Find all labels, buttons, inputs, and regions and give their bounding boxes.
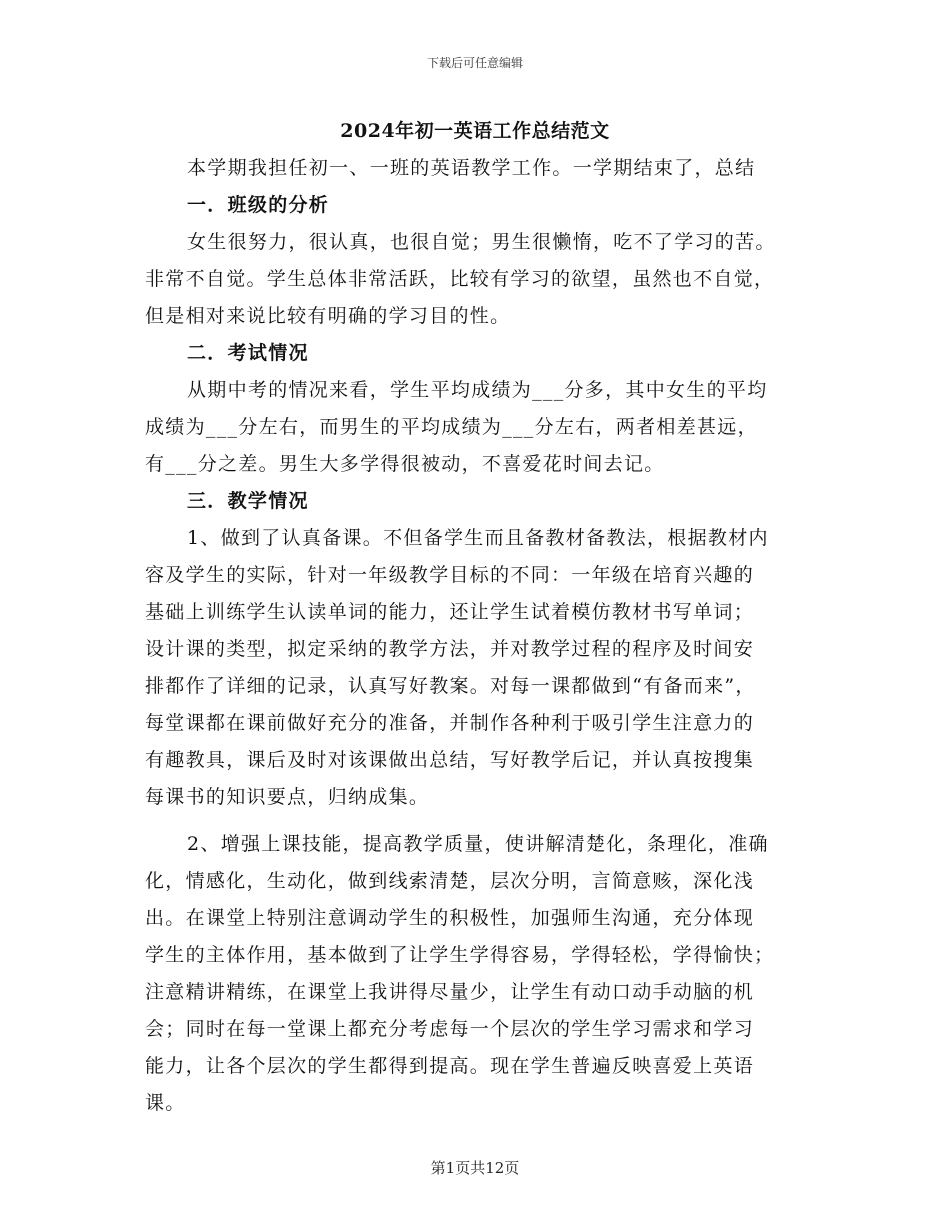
text-line: 2、增强上课技能，提高教学质量，使讲解清楚化，条理化，准确 [187,833,769,855]
text-line: 有趣教具，课后及时对该课做出总结，写好教学后记，并认真按搜集 [145,749,755,771]
text-line: 会；同时在每一堂课上都充分考虑每一个层次的学生学习需求和学习 [145,1018,755,1040]
section-heading: 一．班级的分析 [187,194,330,216]
text-line: 排都作了详细的记录，认真写好教案。对每一课都做到“有备而来”， [145,675,756,697]
text-line: 有___分之差。男生大多学得很被动，不喜爱花时间去记。 [145,453,665,475]
page-title: 2024年初一英语工作总结范文 [340,120,610,142]
text-line: 出。在课堂上特别注意调动学生的积极性，加强师生沟通，充分体现 [145,907,755,929]
text-line: 女生很努力，很认真，也很自觉；男生很懒惰，吃不了学习的苦。 [187,231,776,253]
text-line: 化，情感化，生动化，做到线索清楚，层次分明，言简意赅，深化浅 [145,870,755,892]
text-line: 基础上训练学生认读单词的能力，还让学生试着模仿教材书写单词； [145,601,755,623]
document-body [145,150,805,1122]
text-line: 每课书的知识要点，归纳成集。 [145,786,430,808]
section-heading: 三．教学情况 [187,490,309,512]
section-heading: 二．考试情况 [187,342,309,364]
text-line: 学生的主体作用，基本做到了让学生学得容易，学得轻松，学得愉快； [145,944,775,966]
text-line: 非常不自觉。学生总体非常活跃，比较有学习的欲望，虽然也不自觉， [145,268,775,290]
text-line: 课。 [145,1092,186,1114]
page-footer: 第1页共12页 [430,1159,520,1177]
text-line: 成绩为___分左右，而男生的平均成绩为___分左右，两者相差甚远， [145,416,758,438]
header-note: 下载后可任意编辑 [426,56,523,70]
text-line: 从期中考的情况来看，学生平均成绩为___分多，其中女生的平均 [187,379,768,401]
text-line: 但是相对来说比较有明确的学习目的性。 [145,305,511,327]
text-line: 本学期我担任初一、一班的英语教学工作。一学期结束了，总结 [187,157,756,179]
paragraph-gap [145,816,805,826]
text-line: 容及学生的实际，针对一年级教学目标的不同：一年级在培育兴趣的 [145,564,755,586]
text-line: 每堂课都在课前做好充分的准备，并制作各种利于吸引学生注意力的 [145,712,755,734]
text-line: 能力，让各个层次的学生都得到提高。现在学生普遍反映喜爱上英语 [145,1055,755,1077]
text-line: 设计课的类型，拟定采纳的教学方法，并对教学过程的程序及时间安 [145,638,755,660]
text-line: 1、做到了认真备课。不但备学生而且备教材备教法，根据教材内 [187,527,769,549]
text-line: 注意精讲精练，在课堂上我讲得尽量少，让学生有动口动手动脑的机 [145,981,755,1003]
